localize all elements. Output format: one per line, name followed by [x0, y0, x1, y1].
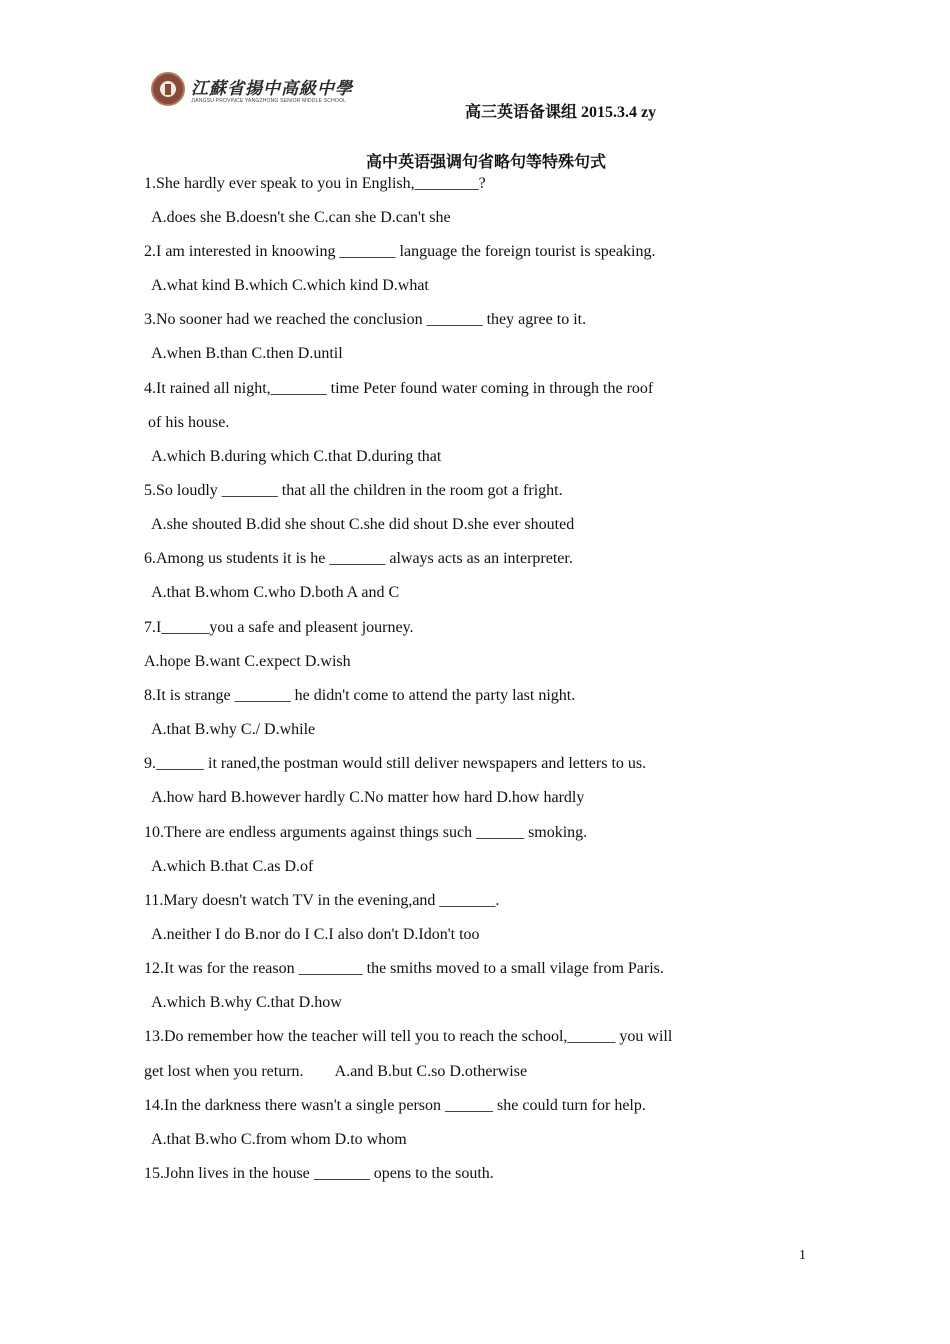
question-line: 3.No sooner had we reached the conclusion _______ they agree to it.	[144, 311, 587, 328]
answer-options: A.does she B.doesn't she C.can she D.can't she	[144, 209, 451, 226]
question-line: 15.John lives in the house _______ opens to the south.	[144, 1165, 494, 1182]
answer-options: A.that B.why C./ D.while	[144, 721, 316, 738]
answer-options: A.that B.who C.from whom D.to whom	[144, 1131, 407, 1148]
answer-options: A.which B.why C.that D.how	[144, 994, 342, 1011]
answer-options: A.when B.than C.then D.until	[144, 345, 343, 362]
answer-options: A.what kind B.which C.which kind D.what	[144, 277, 429, 294]
question-line: of his house.	[144, 414, 230, 431]
answer-options: A.how hard B.however hardly C.No matter how hard D.how hardly	[144, 789, 585, 806]
question-line: 6.Among us students it is he _______ always acts as an interpreter.	[144, 550, 573, 567]
question-line: 1.She hardly ever speak to you in English,________?	[144, 175, 486, 192]
school-name: 江蘇省揚中高級中學	[191, 79, 353, 99]
document-title: 高中英语强调句省略句等特殊句式	[366, 154, 607, 171]
question-line: 11.Mary doesn't watch TV in the evening,and _______.	[144, 892, 500, 909]
question-line: 12.It was for the reason ________ the smiths moved to a small vilage from Paris.	[144, 960, 664, 977]
page-number: 1	[799, 1248, 806, 1263]
question-line: 5.So loudly _______ that all the children in the room got a fright.	[144, 482, 563, 499]
answer-options: A.that B.whom C.who D.both A and C	[144, 584, 400, 601]
question-line: 14.In the darkness there wasn't a single person ______ she could turn for help.	[144, 1097, 646, 1114]
question-line: 9.______ it raned,the postman would still deliver newspapers and letters to us.	[144, 755, 647, 772]
question-line: get lost when you return. A.and B.but C.so D.otherwise	[144, 1063, 528, 1080]
question-line: 13.Do remember how the teacher will tell you to reach the school,______ you will	[144, 1028, 673, 1045]
answer-options: A.which B.that C.as D.of	[144, 858, 314, 875]
header-note: 高三英语备课组 2015.3.4 zy	[465, 104, 657, 121]
answer-options: A.hope B.want C.expect D.wish	[144, 653, 351, 670]
answer-options: A.she shouted B.did she shout C.she did shout D.she ever shouted	[144, 516, 575, 533]
question-line: 4.It rained all night,_______ time Peter found water coming in through the roof	[144, 380, 654, 397]
question-line: 2.I am interested in knoowing _______ language the foreign tourist is speaking.	[144, 243, 656, 260]
question-line: 10.There are endless arguments against things such ______ smoking.	[144, 824, 588, 841]
school-name-english: JIANGSU PROVINCE YANGZHONG SENIOR MIDDLE SCHOOL	[191, 98, 347, 104]
answer-options: A.neither I do B.nor do I C.I also don't D.Idon't too	[144, 926, 480, 943]
question-line: 8.It is strange _______ he didn't come to attend the party last night.	[144, 687, 576, 704]
question-line: 7.I______you a safe and pleasent journey.	[144, 619, 414, 636]
school-seal-icon	[151, 72, 185, 106]
answer-options: A.which B.during which C.that D.during that	[144, 448, 442, 465]
school-logo	[151, 72, 353, 112]
